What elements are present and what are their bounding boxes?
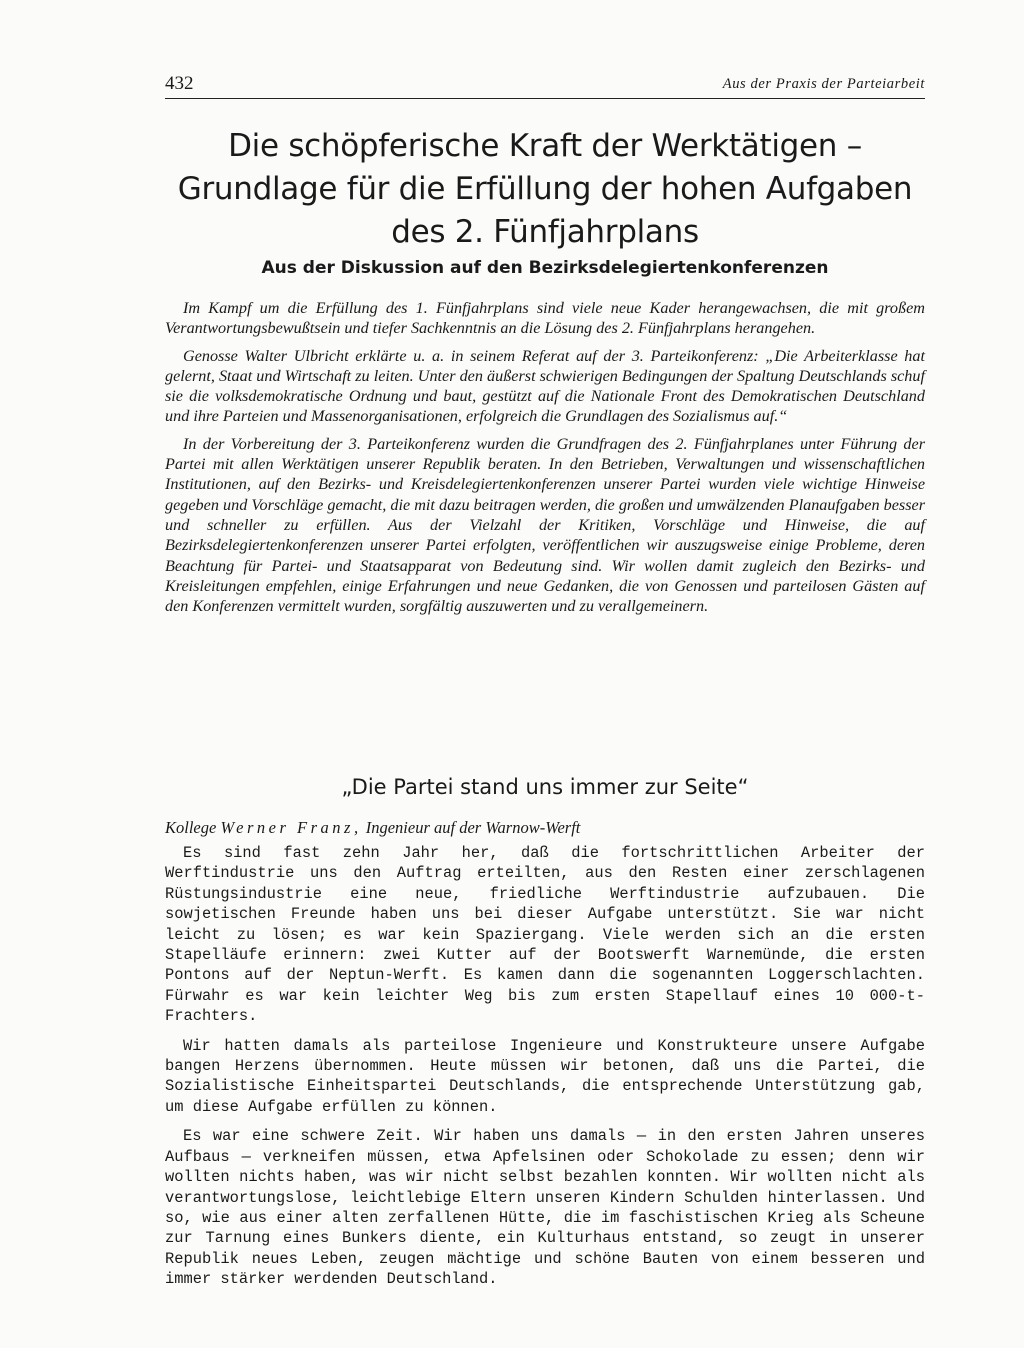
section-heading: „Die Partei stand uns immer zur Seite“	[341, 775, 749, 799]
body-paragraph: Es sind fast zehn Jahr her, daß die fortschrittlichen Arbeiter der Werftindustrie uns den Auftrag erteilten, aus den Resten einer zerschlagenen Rüstungsindustrie eine neue, friedliche Werftindustrie aufzubauen. Die sowjetischen Freunde haben uns bei dieser Aufgabe unterstützt. Sie war nicht leicht zu lösen; es war kein Spaziergang. Viele werden sich an die ersten Stapelläufe erinnern: zwei Kutter auf der Bootswerft Warnemünde, die ersten Pontons auf der Neptun-Werft. Es kamen dann die sogenannten Loggerschlachten. Fürwahr es war kein leichter Weg bis zum ersten Stapellauf eines 10 000-t-Frachters.	[165, 844, 925, 1026]
speaker-role: Ingenieur auf der Warnow-Werft	[365, 818, 581, 837]
title-line: Grundlage für die Erfüllung der hohen Aufgaben	[177, 171, 913, 207]
running-header	[165, 72, 925, 99]
intro-paragraph: Genosse Walter Ulbricht erklärte u. a. in seinem Referat auf der 3. Parteikonferenz: „Die Arbeiterklasse hat gelernt, Staat und Wirtschaft zu leiten. Unter den äußerst schwierigen Bedingungen der Spaltung Deutschlands schuf sie die volksdemokratische Ordnung und baut, gestützt auf die Nationale Front des Demokratischen Deutschland und ihre Parteien und Massenorganisationen, erfolgreich die Grundlagen des Sozialismus auf.“	[165, 346, 925, 426]
body-paragraph: Es war eine schwere Zeit. Wir haben uns damals — in den ersten Jahren unseres Aufbaus — verkneifen müssen, etwa Apfelsinen oder Schokolade zu essen; denn wir wollten nichts haben, was wir nicht selbst bezahlen konnten. Wir wollten nicht als verantwortungslose, leichtlebige Eltern unseren Kindern Schulden hinterlassen. Und so, wie aus einer alten zerfallenen Hütte, die im faschistischen Krieg als Scheune zur Tarnung eines Bunkers diente, ein Kulturhaus entstand, so zeugt in unserer Republik neues Leben, zeugen mächtige und schöne Bauten von einem besseren und immer stärker werdenden Deutschland.	[165, 1127, 925, 1289]
section-body	[165, 843, 925, 1299]
article-title	[165, 125, 925, 254]
intro-text	[165, 298, 925, 623]
intro-paragraph: Im Kampf um die Erfüllung des 1. Fünfjahrplans sind viele neue Kader herangewachsen, die mit großem Verantwortungsbewußtsein und tiefer Sachkenntnis an die Lösung des 2. Fünfjahrplans herangehen.	[165, 299, 925, 338]
speaker-line	[165, 818, 925, 838]
running-title: Aus der Praxis der Parteiarbeit	[722, 76, 925, 92]
body-paragraph: Wir hatten damals als parteilose Ingenieure und Konstrukteure unsere Aufgabe bangen Herzens übernommen. Heute müssen wir betonen, daß uns die Partei, die Sozialistische Einheitspartei Deutschlands, die entsprechende Unterstützung gab, um diese Aufgabe erfüllen zu können.	[165, 1036, 925, 1116]
intro-paragraph: In der Vorbereitung der 3. Parteikonferenz wurden die Grundfragen des 2. Fünfjahrplanes unter Führung der Partei mit allen Werktätigen unserer Republik beraten. In den Betrieben, Verwaltungen und wissenschaftlichen Institutionen, auf den Bezirks- und Kreisdelegiertenkonferenzen unserer Partei wurden viele wichtige Hinweise gegeben und Vorschläge gemacht, die mit dazu beitragen werden, die großen und umwälzenden Planaufgaben besser und schneller zu erfüllen. Aus der Vielzahl der Kritiken, Vorschläge und Hinweise, die auf Bezirksdelegiertenkonferenzen unserer Partei erfolgten, veröffentlichen wir auszugsweise einige Probleme, deren Beachtung für Partei- und Staatsapparat von Bedeutung sind. Wir wollen damit zugleich den Bezirks- und Kreisleitungen empfehlen, einige Erfahrungen und neue Gedanken, die von Genossen und parteilosen Gästen auf den Konferenzen vermittelt wurden, sorgfältig auszuwerten und zu verallgemeinern.	[165, 434, 925, 616]
speaker-prefix: Kollege	[165, 818, 217, 837]
article-subtitle: Aus der Diskussion auf den Bezirksdelegiertenkonferenzen	[261, 258, 829, 278]
title-line: des 2. Fünfjahrplans	[391, 214, 699, 250]
page-number: 432	[165, 73, 194, 94]
title-line: Die schöpferische Kraft der Werktätigen –	[228, 128, 862, 164]
speaker-name: Werner Franz,	[220, 818, 362, 837]
